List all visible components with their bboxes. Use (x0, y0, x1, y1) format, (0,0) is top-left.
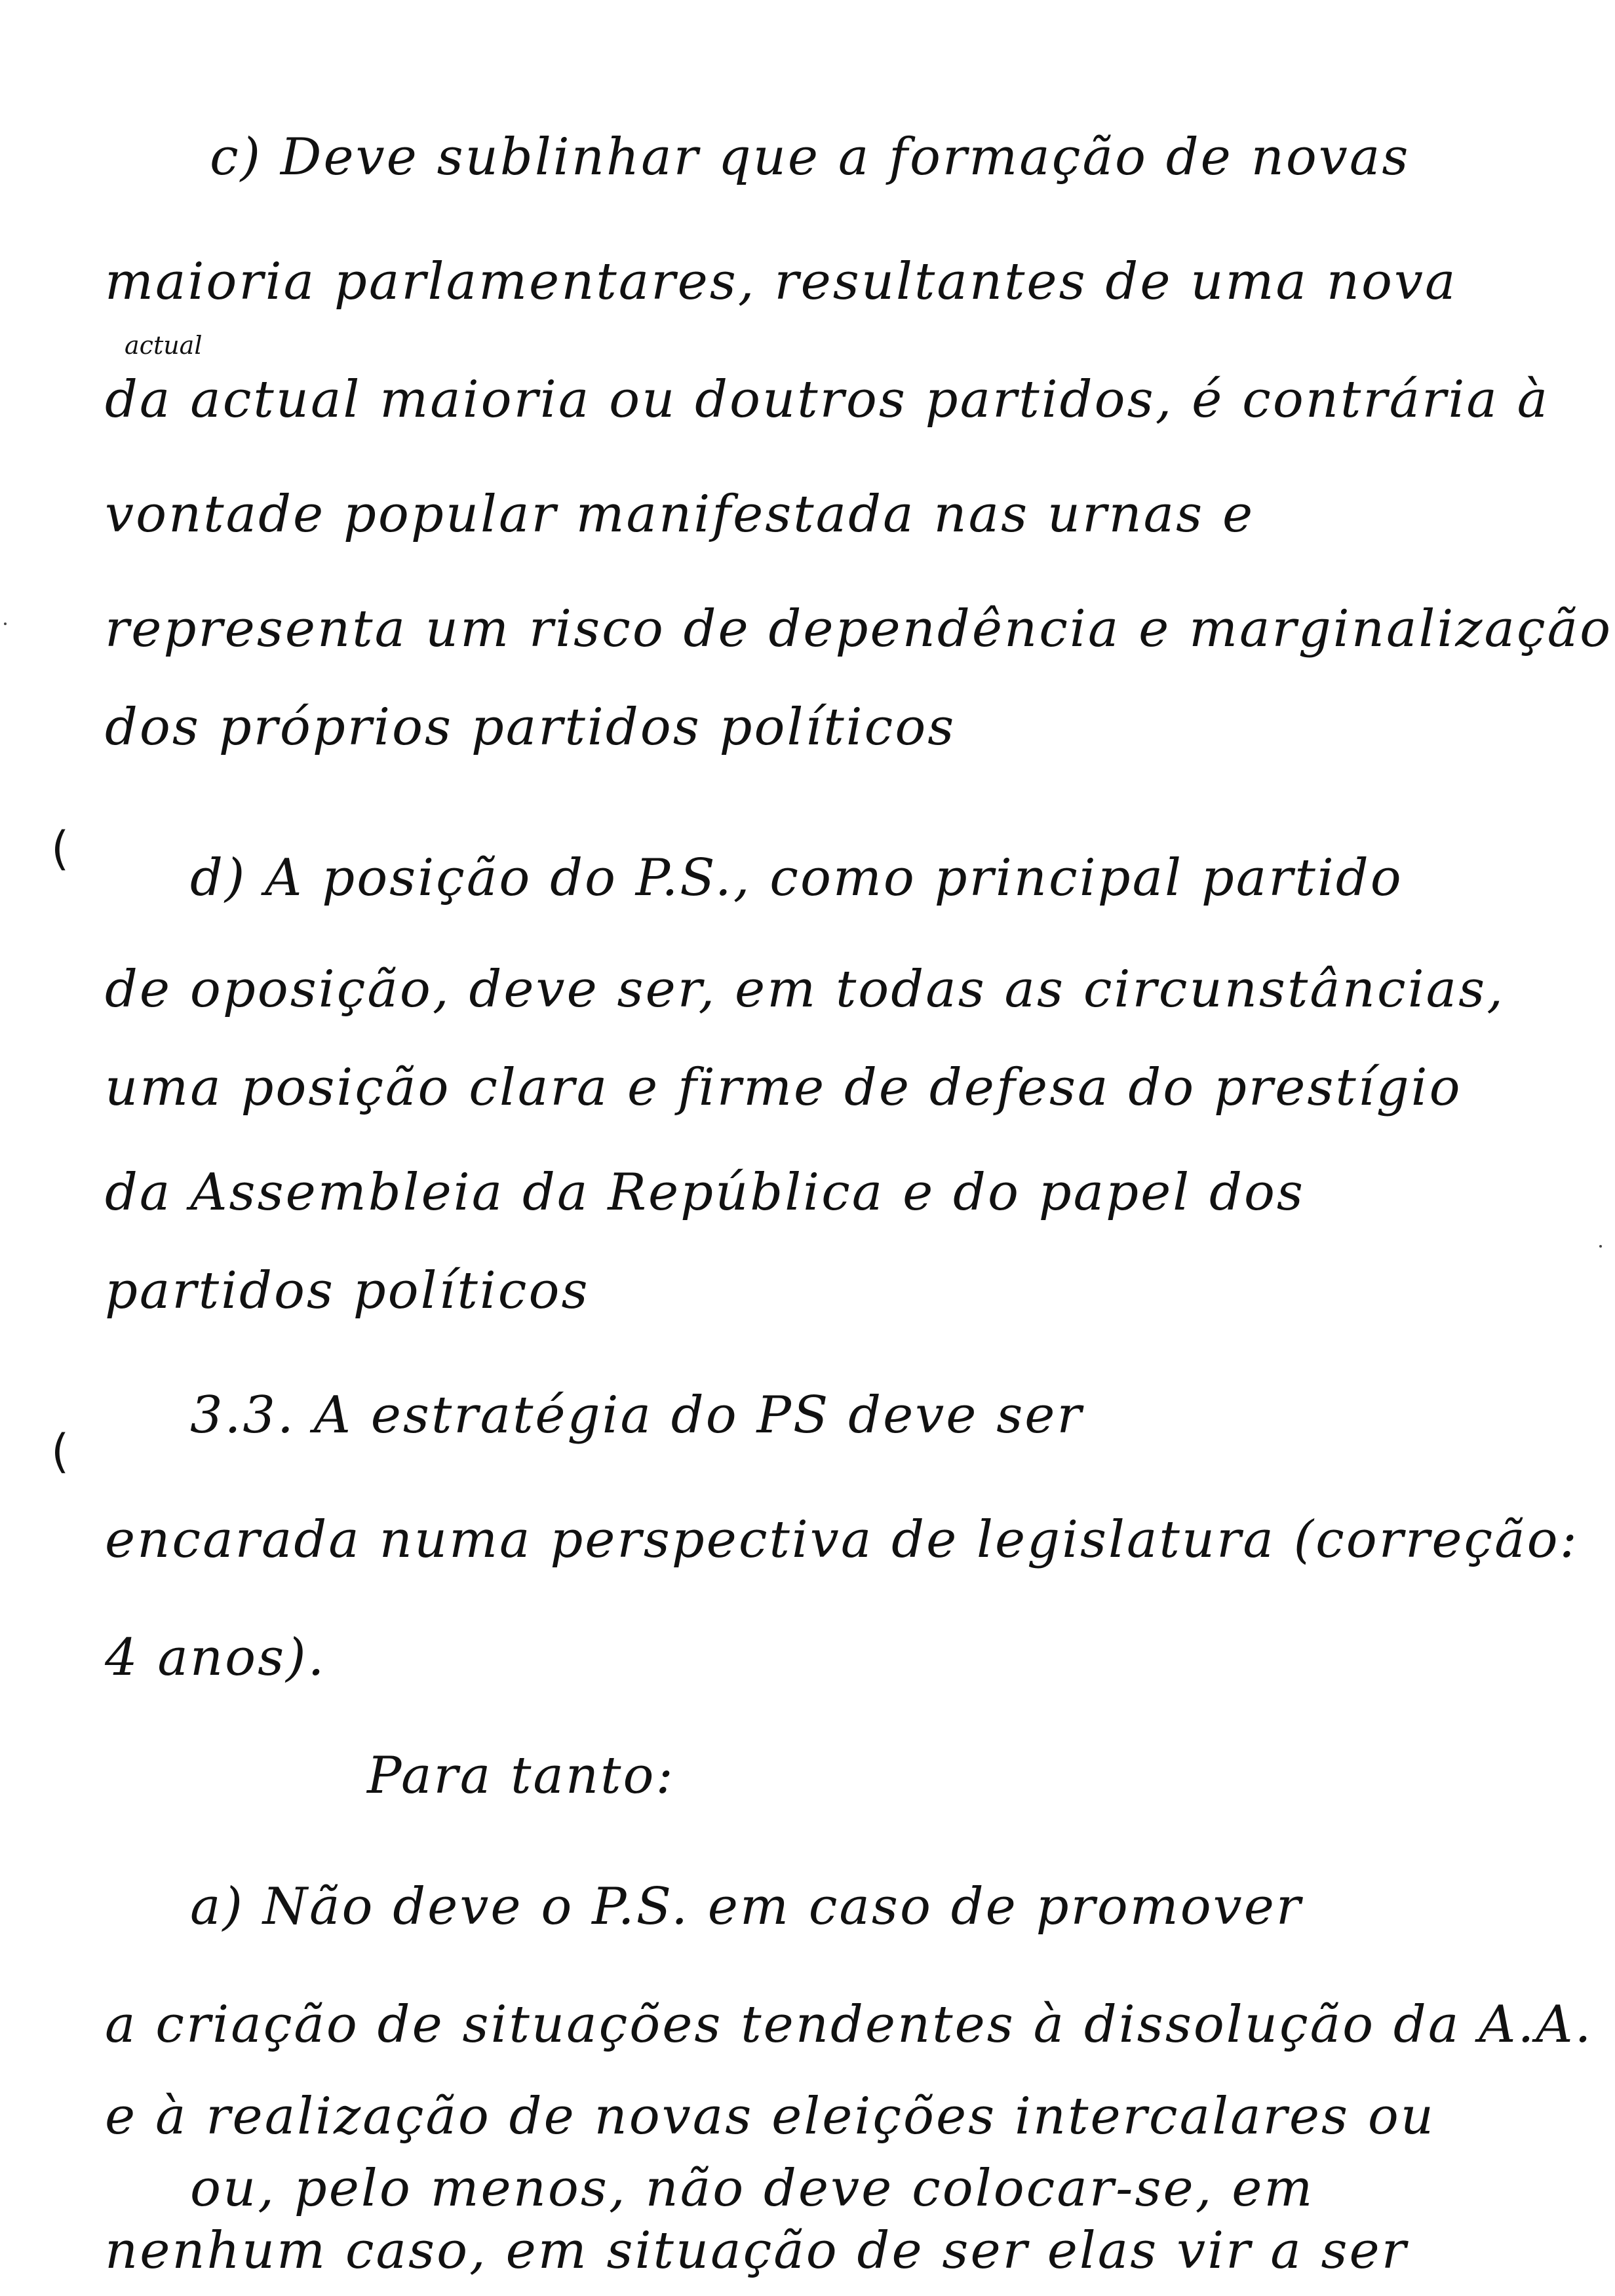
text-line-18: e à realização de novas eleições intercalares ou (105, 2087, 1436, 2146)
text-line-5: representa um risco de dependência e marginalização (105, 600, 1613, 659)
text-line-9: uma posição clara e firme de defesa do prestígio (105, 1058, 1462, 1117)
text-line-10: da Assembleia da República e do papel dos (105, 1163, 1305, 1222)
text-line-7: d) A posição do P.S., como principal partido (190, 849, 1403, 908)
insertion-note: actual (125, 331, 203, 360)
text-line-17: a criação de situações tendentes à dissolução da A.A. (105, 1995, 1593, 2054)
text-line-8: de oposição, deve ser, em todas as circunstâncias, (105, 960, 1505, 1019)
text-line-4: vontade popular manifestada nas urnas e (105, 485, 1255, 544)
scan-speck (4, 622, 7, 625)
text-line-6: dos próprios partidos políticos (105, 698, 956, 757)
text-line-1: c) Deve sublinhar que a formação de novas (210, 128, 1411, 187)
text-line-14: 4 anos). (105, 1628, 326, 1687)
text-line-19: ou, pelo menos, não deve colocar-se, em (190, 2159, 1315, 2218)
text-line-11: partidos políticos (105, 1261, 590, 1320)
text-line-15: Para tanto: (367, 1746, 675, 1805)
scan-speck (1599, 1245, 1602, 1248)
text-line-16: a) Não deve o P.S. em caso de promover (190, 1877, 1303, 1936)
text-line-2: maioria parlamentares, resultantes de uma nova (105, 252, 1458, 311)
text-line-13: encarada numa perspectiva de legislatura (correção: (105, 1510, 1579, 1569)
text-line-3: da actual maioria ou doutros partidos, é contrária à (105, 370, 1550, 429)
text-line-12: 3.3. A estratégia do PS deve ser (190, 1386, 1083, 1445)
margin-mark-1: ( (51, 822, 69, 875)
margin-mark-2: ( (51, 1425, 69, 1478)
text-line-20: nenhum caso, em situação de ser elas vir a ser (105, 2221, 1408, 2280)
